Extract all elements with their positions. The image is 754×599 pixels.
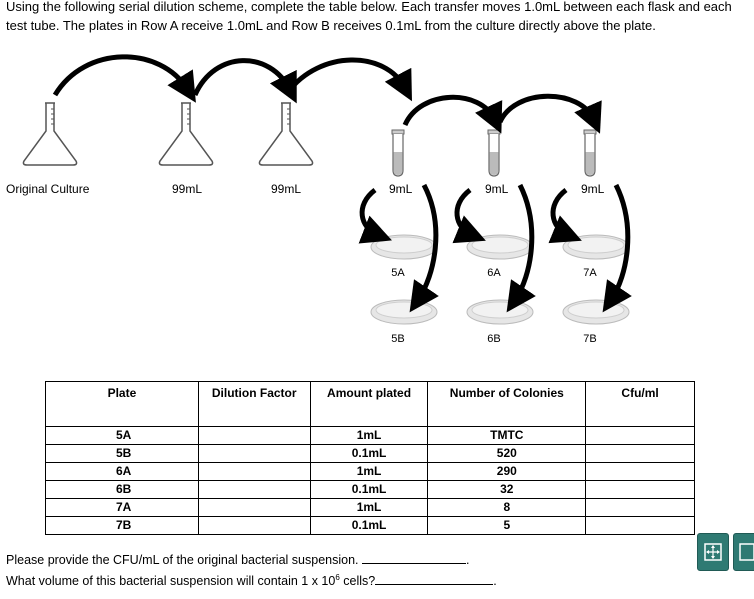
results-table xyxy=(45,381,695,535)
dilution-cell[interactable] xyxy=(198,445,310,463)
plate-7b xyxy=(563,300,629,324)
flask-label-2: 99mL xyxy=(271,182,302,196)
colonies-cell: TMTC xyxy=(428,427,586,445)
plate-5a xyxy=(371,235,437,259)
cfu-cell[interactable] xyxy=(586,445,695,463)
table-row xyxy=(46,427,695,445)
tube-label-7: 9mL xyxy=(581,182,605,196)
transfer-arrow-1 xyxy=(55,57,188,95)
flask-label-1: 99mL xyxy=(172,182,203,196)
panel-icon xyxy=(734,534,754,570)
table-header-row xyxy=(46,382,695,427)
amount-cell: 0.1mL xyxy=(310,481,428,499)
tube-5 xyxy=(392,130,404,176)
question-2-end: . xyxy=(493,574,497,589)
dilution-cell[interactable] xyxy=(198,463,310,481)
flask-2 xyxy=(259,103,312,165)
question-2-prefix: What volume of this bacterial suspension will contain 1 x 10 xyxy=(6,574,336,589)
question-2-exponent: 6 xyxy=(335,573,340,582)
colonies-cell: 8 xyxy=(428,499,586,517)
transfer-arrow-5 xyxy=(500,96,594,122)
table-row xyxy=(46,445,695,463)
amount-cell: 0.1mL xyxy=(310,445,428,463)
flask-label-original: Original Culture xyxy=(6,182,90,196)
plate-6b xyxy=(467,300,533,324)
plating-arrow-5a xyxy=(362,190,378,235)
colonies-cell: 520 xyxy=(428,445,586,463)
plate-label-5b: 5B xyxy=(391,333,405,345)
flask-original-culture xyxy=(23,103,76,165)
cfu-cell[interactable] xyxy=(586,427,695,445)
expand-button[interactable] xyxy=(697,533,729,571)
plate-label-7a: 7A xyxy=(583,267,597,279)
plate-7a xyxy=(563,235,629,259)
plate-cell: 6B xyxy=(46,481,199,499)
floating-widget xyxy=(697,533,754,571)
answer-2-blank[interactable] xyxy=(375,573,493,585)
dilution-cell[interactable] xyxy=(198,427,310,445)
question-2 xyxy=(6,569,497,590)
tube-6 xyxy=(488,130,500,176)
dilution-cell[interactable] xyxy=(198,499,310,517)
amount-cell: 1mL xyxy=(310,427,428,445)
instructions-text: Using the following serial dilution scheme, complete the table below. Each transfer moves 1.0mL between each flask and each test tube. The plates in Row A receive 1.0mL and Row B receives 0.1mL from the culture directly above the plate. xyxy=(6,0,732,33)
amount-cell: 1mL xyxy=(310,499,428,517)
table-row xyxy=(46,517,695,535)
colonies-cell: 290 xyxy=(428,463,586,481)
plate-label-6a: 6A xyxy=(487,267,501,279)
transfer-arrow-3 xyxy=(288,60,405,92)
cfu-cell[interactable] xyxy=(586,517,695,535)
header-number-of-colonies: Number of Colonies xyxy=(428,382,586,427)
question-1-text: Please provide the CFU/mL of the original bacterial suspension. xyxy=(6,553,359,567)
table-row xyxy=(46,463,695,481)
cfu-cell[interactable] xyxy=(586,499,695,517)
plate-label-5a: 5A xyxy=(391,267,405,279)
tube-7 xyxy=(584,130,596,176)
plate-cell: 7B xyxy=(46,517,199,535)
plate-cell: 5B xyxy=(46,445,199,463)
questions-block xyxy=(6,552,497,590)
colonies-cell: 5 xyxy=(428,517,586,535)
header-amount-plated: Amount plated xyxy=(310,382,428,427)
header-plate: Plate xyxy=(46,382,199,427)
plate-cell: 6A xyxy=(46,463,199,481)
header-dilution-factor: Dilution Factor xyxy=(198,382,310,427)
plating-arrow-7a xyxy=(553,190,568,235)
cfu-cell[interactable] xyxy=(586,463,695,481)
dilution-cell[interactable] xyxy=(198,517,310,535)
amount-cell: 0.1mL xyxy=(310,517,428,535)
dilution-cell[interactable] xyxy=(198,481,310,499)
plate-cell: 5A xyxy=(46,427,199,445)
panel-button[interactable] xyxy=(733,533,754,571)
table-row xyxy=(46,499,695,517)
cfu-cell[interactable] xyxy=(586,481,695,499)
question-1-end: . xyxy=(466,553,470,567)
header-cfu-ml: Cfu/ml xyxy=(586,382,695,427)
table-row xyxy=(46,481,695,499)
expand-icon xyxy=(698,534,728,570)
transfer-arrow-2 xyxy=(195,61,290,95)
plate-label-6b: 6B xyxy=(487,333,501,345)
question-2-suffix: cells? xyxy=(339,574,376,589)
amount-cell: 1mL xyxy=(310,463,428,481)
plate-5b xyxy=(371,300,437,324)
tube-label-6: 9mL xyxy=(485,182,509,196)
tube-label-5: 9mL xyxy=(389,182,413,196)
flask-1 xyxy=(159,103,212,165)
transfer-arrow-4 xyxy=(405,97,495,125)
question-1 xyxy=(6,552,497,569)
plating-arrow-6a xyxy=(457,190,472,235)
colonies-cell: 32 xyxy=(428,481,586,499)
plate-label-7b: 7B xyxy=(583,333,597,345)
answer-1-blank[interactable] xyxy=(362,552,466,564)
plate-6a xyxy=(467,235,533,259)
plate-cell: 7A xyxy=(46,499,199,517)
